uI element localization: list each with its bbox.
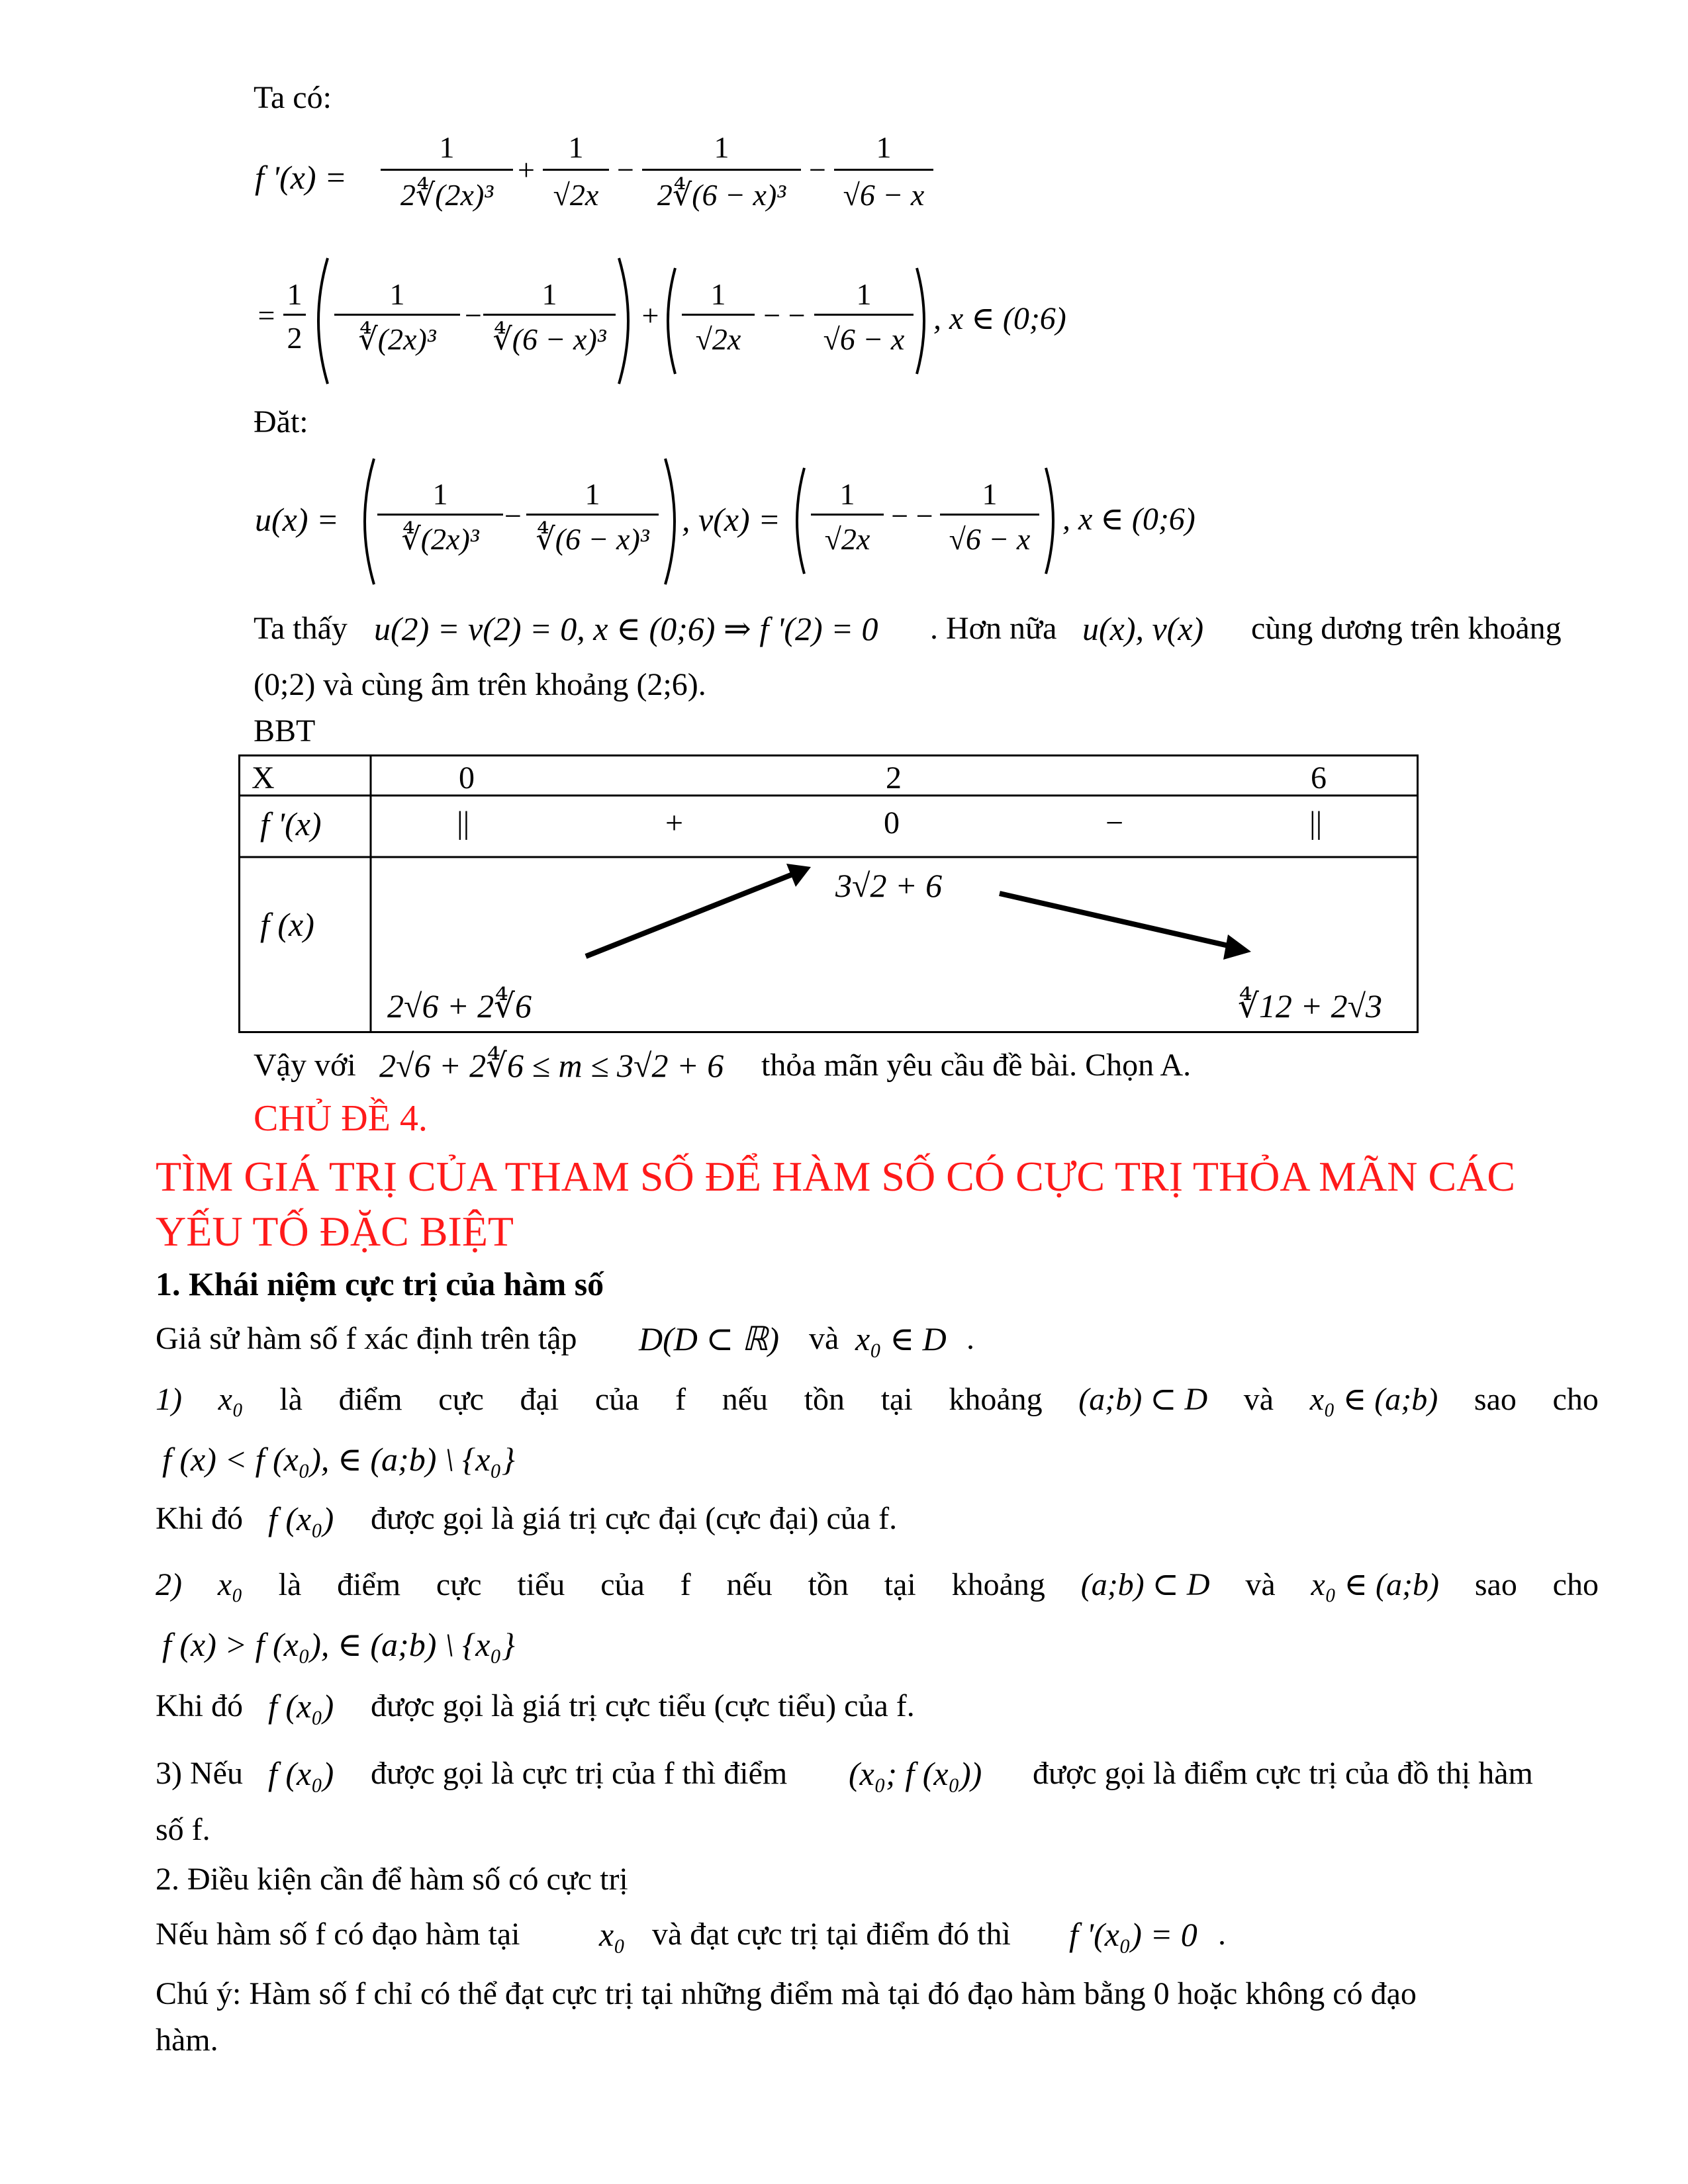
eq1-t2-den: √2x — [553, 178, 599, 212]
fraction-bar — [814, 314, 914, 316]
s2-text-m2: f '(x₀) = 0 — [1069, 1916, 1197, 1953]
item1-word: tồn — [804, 1382, 845, 1417]
item2-line2: f (x) > f (x₀), ∈ (a;b) \ {x₀} — [162, 1626, 515, 1663]
item2-word: cực — [436, 1567, 482, 1602]
s1-intro-p3: . — [966, 1321, 974, 1356]
item1-after-p1: Khi đó — [156, 1501, 243, 1536]
eq1-op1: + — [518, 153, 535, 187]
s2-text-m1: x₀ — [599, 1916, 626, 1953]
item2-word: f — [680, 1567, 691, 1602]
item1-after-m1: f (x₀) — [268, 1500, 334, 1537]
conclusion-p2: thỏa mãn yêu cầu đề bài. Chọn A. — [761, 1048, 1192, 1083]
section2-heading: 2. Điều kiện cần để hàm số có cực trị — [156, 1862, 628, 1897]
conclusion-p1: Vậy với — [254, 1048, 356, 1083]
fraction-bar — [483, 314, 616, 316]
item1-word: là — [279, 1382, 303, 1417]
item1-word: x₀ — [218, 1382, 244, 1417]
intro-text: Ta có: — [254, 80, 332, 115]
item3-p2: được gọi là cực trị của f thì điểm — [371, 1756, 788, 1791]
eq3-a-num: 1 — [432, 477, 448, 511]
conclusion-m1: 2√6 + 2∜6 ≤ m ≤ 3√2 + 6 — [379, 1047, 724, 1084]
bbt-label: BBT — [254, 713, 316, 749]
item2-word: tiểu — [517, 1567, 565, 1602]
table-f-max: 3√2 + 6 — [835, 867, 943, 904]
item1-word: f — [675, 1382, 686, 1417]
item2-word: sao — [1474, 1567, 1517, 1602]
s2-text-p3: . — [1218, 1917, 1226, 1952]
table-row-fp-label: f '(x) — [260, 805, 322, 842]
eq2-b-den: ∜(6 − x)³ — [492, 322, 606, 356]
eq3-v-lhs: , v(x) = — [682, 501, 780, 538]
eq3-b-num: 1 — [585, 477, 600, 511]
eq2-plus: + — [641, 298, 659, 332]
chapter-label: CHỦ ĐỀ 4. — [254, 1098, 428, 1139]
item2-word: x₀ ∈ (a;b) — [1311, 1567, 1439, 1602]
arrow-down-icon — [1223, 934, 1251, 960]
eq1-op2: − — [617, 153, 634, 187]
eq3-c-den: √2x — [824, 522, 870, 556]
eq2-domain: , x ∈ (0;6) — [933, 301, 1066, 336]
para1-p3: cùng dương trên khoảng — [1251, 611, 1562, 646]
item2-line1 — [156, 1565, 1599, 1605]
eq2-d-num: 1 — [856, 277, 872, 311]
eq3-c-num: 1 — [839, 477, 855, 511]
eq2-d-den: √6 − x — [823, 322, 905, 356]
item2-word: 2) — [156, 1567, 182, 1602]
fraction-bar — [377, 514, 503, 516]
item2-after-p2: được gọi là giá trị cực tiểu (cực tiểu) của f. — [371, 1688, 915, 1723]
item1-word: (a;b) ⊂ D — [1078, 1382, 1208, 1417]
fraction-bar — [682, 314, 755, 316]
fraction-bar — [543, 169, 609, 171]
eq2-half-num: 1 — [287, 277, 303, 311]
fraction-bar — [334, 314, 460, 316]
para1-m2: u(x), v(x) — [1082, 610, 1204, 647]
item2-word: nếu — [726, 1567, 773, 1602]
fraction-bar — [526, 514, 659, 516]
chapter-title-line2: YẾU TỐ ĐẶC BIỆT — [156, 1208, 514, 1255]
eq1-t1-num: 1 — [439, 130, 455, 164]
eq1-t4-den: √6 − x — [843, 178, 925, 212]
table-fp-left: || — [457, 805, 470, 841]
chapter-title-line1: TÌM GIÁ TRỊ CỦA THAM SỐ ĐỂ HÀM SỐ CÓ CỰC TRỊ THỎA MÃN CÁC — [156, 1153, 1516, 1200]
item3-m2: (x₀; f (x₀)) — [849, 1755, 982, 1792]
item2-word: tại — [884, 1567, 916, 1602]
table-row-f-label: f (x) — [260, 906, 314, 943]
table-fp-zero: 0 — [884, 805, 900, 841]
table-fp-plus: + — [665, 805, 684, 841]
fraction-bar — [940, 514, 1039, 516]
item1-word: và — [1243, 1382, 1274, 1417]
s1-intro-p2: và — [809, 1321, 839, 1356]
dat-label: Đăt: — [254, 404, 308, 439]
para1-line2: (0;2) và cùng âm trên khoảng (2;6). — [254, 667, 706, 702]
eq1-t3-num: 1 — [714, 130, 729, 164]
item2-word: là — [278, 1567, 302, 1602]
item1-word: cho — [1552, 1382, 1599, 1417]
s1-intro-p1: Giả sử hàm số f xác định trên tập — [156, 1321, 577, 1356]
eq1-t4-num: 1 — [876, 130, 892, 164]
eq2-c-num: 1 — [710, 277, 726, 311]
item1-line1 — [156, 1380, 1599, 1420]
eq3-a-den: ∜(2x)³ — [401, 522, 479, 556]
eq2-a-num: 1 — [389, 277, 405, 311]
eq2-eq: = — [258, 298, 275, 332]
fraction-bar — [811, 514, 884, 516]
item2-word: điểm — [337, 1567, 401, 1602]
eq3-minus: − — [504, 499, 522, 533]
eq2-b-num: 1 — [541, 277, 557, 311]
item1-word: sao — [1474, 1382, 1517, 1417]
item1-word: của — [594, 1382, 639, 1417]
para1-p2: . Hơn nữa — [930, 611, 1057, 646]
eq1-lhs: f '(x) = — [255, 159, 347, 196]
eq2-dminus: − − — [763, 298, 806, 332]
item1-word: đại — [520, 1382, 559, 1417]
item2-after-m1: f (x₀) — [268, 1688, 334, 1725]
item1-word: khoảng — [949, 1382, 1043, 1417]
table-f-right: ∜12 + 2√3 — [1238, 987, 1383, 1024]
fraction-bar — [283, 314, 306, 316]
eq3-b-den: ∜(6 − x)³ — [536, 522, 649, 556]
item2-word: (a;b) ⊂ D — [1080, 1567, 1210, 1602]
s2-text-p1: Nếu hàm số f có đạo hàm tại — [156, 1917, 520, 1952]
eq3-domain: , x ∈ (0;6) — [1062, 502, 1196, 537]
item3-p1: 3) Nếu — [156, 1756, 243, 1791]
table-x2: 2 — [886, 760, 902, 796]
item1-word: nếu — [722, 1382, 769, 1417]
note-line2: hàm. — [156, 2023, 218, 2058]
s1-intro-m1: D(D ⊂ ℝ) — [639, 1320, 780, 1357]
item2-word: khoảng — [951, 1567, 1045, 1602]
para1-p1: Ta thấy — [254, 611, 348, 646]
fraction-bar — [381, 169, 513, 171]
item3-m1: f (x₀) — [268, 1755, 334, 1792]
item2-word: và — [1245, 1567, 1276, 1602]
table-row-x-label: X — [252, 760, 275, 796]
s1-intro-m2: x₀ ∈ D — [855, 1320, 947, 1357]
s2-text-p2: và đạt cực trị tại điểm đó thì — [652, 1917, 1011, 1952]
eq3-d-den: √6 − x — [949, 522, 1031, 556]
eq2-c-den: √2x — [695, 322, 741, 356]
table-x6: 6 — [1311, 760, 1327, 796]
item1-word: cực — [438, 1382, 484, 1417]
para1-m1: u(2) = v(2) = 0, x ∈ (0;6) ⇒ f '(2) = 0 — [374, 610, 878, 647]
eq2-half-den: 2 — [287, 321, 303, 355]
item2-word: của — [600, 1567, 645, 1602]
fraction-bar — [834, 169, 933, 171]
table-f-left: 2√6 + 2∜6 — [387, 987, 532, 1024]
section1-heading: 1. Khái niệm cực trị của hàm số — [156, 1265, 604, 1302]
eq3-u-lhs: u(x) = — [255, 501, 339, 538]
item1-word: điểm — [338, 1382, 402, 1417]
item2-after-p1: Khi đó — [156, 1688, 243, 1723]
item1-word: x₀ ∈ (a;b) — [1309, 1382, 1438, 1417]
eq1-t3-den: 2∜(6 − x)³ — [657, 178, 786, 212]
eq1-op3: − — [809, 153, 826, 187]
variation-arrows — [576, 854, 1264, 973]
eq1-t2-num: 1 — [568, 130, 584, 164]
eq2-a-den: ∜(2x)³ — [358, 322, 436, 356]
table-x0: 0 — [459, 760, 475, 796]
fraction-bar — [642, 169, 801, 171]
item2-word: tồn — [808, 1567, 849, 1602]
eq3-d-num: 1 — [982, 477, 998, 511]
eq3-dminus: − − — [891, 499, 933, 533]
note-line1: Chú ý: Hàm số f chỉ có thể đạt cực trị tại những điểm mà tại đó đạo hàm bằng 0 hoặc không có đạo — [156, 1976, 1417, 2011]
item3-line2: số f. — [156, 1812, 211, 1847]
table-fp-right: || — [1309, 805, 1323, 841]
eq1-t1-den: 2∜(2x)³ — [400, 178, 494, 212]
item1-word: tại — [880, 1382, 913, 1417]
item1-after-p2: được gọi là giá trị cực đại (cực đại) của f. — [371, 1501, 898, 1536]
item2-word: cho — [1552, 1567, 1599, 1602]
item3-p3: được gọi là điểm cực trị của đồ thị hàm — [1033, 1756, 1533, 1791]
item2-word: x₀ — [217, 1567, 243, 1602]
item1-line2: f (x) < f (x₀), ∈ (a;b) \ {x₀} — [162, 1441, 515, 1478]
item1-word: 1) — [156, 1382, 182, 1417]
eq2-minus: − — [465, 298, 482, 332]
table-fp-minus: − — [1105, 805, 1124, 841]
